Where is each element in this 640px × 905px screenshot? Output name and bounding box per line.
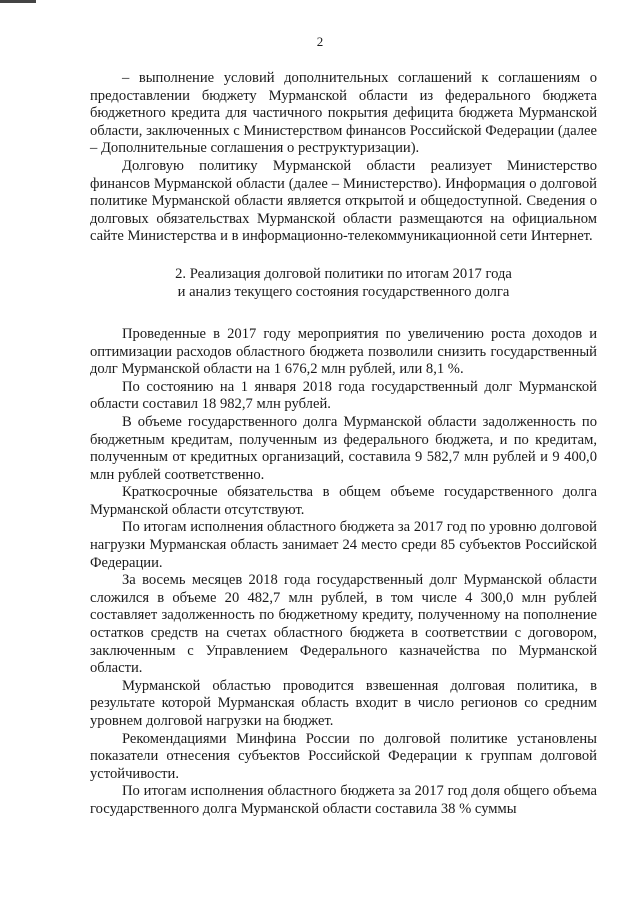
paragraph-restructuring-agreements: – выполнение условий дополнительных соглашений к соглашениям о предоставлении бюджету Мурманской области из федерального бюджета бюджетного кредита для частичного покрытия дефицита бюджета Мурманской области, заключенных с Министерством финансов Российской Федерации (далее – Дополнительные соглашения о реструктуризации). <box>90 70 597 157</box>
paragraph-debt-share-2017: По итогам исполнения областного бюджета за 2017 год доля общего объема государственного долга Мурманской области составила 38 % суммы <box>90 783 597 817</box>
page-number: 2 <box>316 34 324 49</box>
paragraph-debt-load-rank: По итогам исполнения областного бюджета за 2017 год по уровню долговой нагрузки Мурманская область занимает 24 место среди 85 субъектов Российской Федерации. <box>90 519 597 571</box>
paragraph-debt-jan-2018: По состоянию на 1 января 2018 года государственный долг Мурманской области составил 18 982,7 млн рублей. <box>90 378 597 413</box>
paragraph-debt-structure: В объеме государственного долга Мурманской области задолженность по бюджетным кредитам, полученным из федерального бюджета, и по кредитам, полученным от кредитных организаций, составила 9 582,7 млн рублей и 9 400,0 млн рублей соответственно. <box>90 413 597 483</box>
section-heading-line-2: и анализ текущего состояния государственного долга <box>177 283 510 300</box>
paragraph-debt-policy-ministry: Долговую политику Мурманской области реализует Министерство финансов Мурманской области (далее – Министерство). Информация о долговой политике Мурманской области является открытой и общедоступной. Сведения о долговых обязательствах Мурманской области размещаются на официальном сайте Министерства и в информационно-телекоммуникационной сети Интернет. <box>90 157 597 245</box>
paragraph-debt-reduction-2017: Проведенные в 2017 году мероприятия по увеличению роста доходов и оптимизации расходов областного бюджета позволили снизить государственный долг Мурманской области на 1 676,2 млн рублей, или 8,1 %. <box>90 325 597 378</box>
scan-edge-mark <box>0 0 36 3</box>
document-body <box>90 70 597 819</box>
paragraph-debt-eight-months-2018: За восемь месяцев 2018 года государственный долг Мурманской области сложился в объеме 20 482,7 млн рублей, в том числе 4 300,0 млн рублей составляет задолженность по бюджетному кредиту, полученному на пополнение остатков средств на счетах областного бюджета в соответствии с договором, заключенным с Управлением Федерального казначейства по Мурманской области. <box>90 572 597 677</box>
paragraph-minfin-recommendations: Рекомендациями Минфина России по долговой политике установлены показатели отнесения субъектов Российской Федерации к группам долговой устойчивости. <box>90 730 597 782</box>
paragraph-balanced-policy: Мурманской областью проводится взвешенная долговая политика, в результате которой Мурманская область входит в число регионов со средним уровнем долговой нагрузки на бюджет. <box>90 677 597 729</box>
section-heading-line-1: 2. Реализация долговой политики по итогам 2017 года <box>175 265 512 282</box>
paragraph-short-term-obligations: Краткосрочные обязательства в общем объеме государственного долга Мурманской области отсутствуют. <box>90 484 597 518</box>
